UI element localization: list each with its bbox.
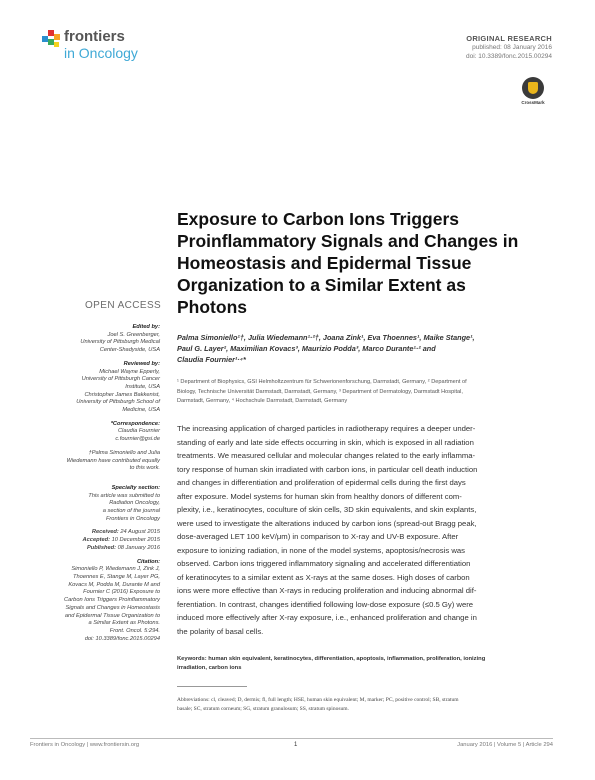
abstract-line: The increasing application of charged particles in radiotherapy requires a deeper under- <box>177 424 476 433</box>
reviewer-line: Michael Wayne Epperly, <box>99 368 160 375</box>
author-line: Palma Simoniello¹†, Julia Wiedemann¹·²†, Joana Zink¹, Eva Thoennes¹, Maike Stange¹, <box>177 333 475 342</box>
citation-line: Carbon Ions Triggers Proinflammatory <box>64 597 160 604</box>
editor-line: University of Pittsburgh Medical <box>80 339 160 346</box>
contribution-note: †Palma Simoniello and Julia <box>88 449 160 456</box>
affiliation-line: Biology, Technische Universität Darmstadt, Darmstadt, Germany, ³ Department of Dermatology, Darmstadt Hospital, <box>177 388 463 395</box>
logo-journal: in Oncology <box>64 45 138 61</box>
keywords-line: Keywords: human skin equivalent, keratinocytes, differentiation, apoptosis, inflammation, proliferation, ionizing <box>177 656 486 662</box>
reviewer-line: Medicine, USA <box>122 407 160 414</box>
editor-line: Joel S. Greenberger, <box>107 331 160 338</box>
specialty-heading: Specialty section: <box>111 484 160 491</box>
author-line: Paul G. Layer², Maximilian Kovacs³, Maurizio Podda³, Marco Durante¹·² and <box>177 344 436 353</box>
abstract-line: observed. Carbon ions triggered inflammatory signaling and accelerated differentiation <box>177 559 471 568</box>
contribution-note: Wiedemann have contributed equally <box>66 457 160 464</box>
citation-line: a Similar Extent as Photons. <box>88 620 160 627</box>
reviewer-line: Institute, USA <box>125 383 160 390</box>
citation-line: and Epidermal Tissue Organization to <box>64 612 160 619</box>
published-date-sidebar: Published: 08 January 2016 <box>86 544 160 551</box>
abstract-line: treatments. We measured cellular and molecular changes related to the early inflamma- <box>177 451 476 460</box>
correspondence-email[interactable]: c.fournier@gsi.de <box>115 436 160 443</box>
citation-heading: Citation: <box>136 558 160 565</box>
abstract-line: ferentiation. In contrast, changes identified following low-dose exposure (≤0.5 Gy) were <box>177 599 474 609</box>
crossmark-icon <box>522 77 544 99</box>
correspondence-name: Claudia Fournier <box>117 428 160 435</box>
article-title: Exposure to Carbon Ions Triggers Proinflammatory Signals and Changes in Homeostasis and Epidermal Tissue Organization to a Similar Extent as Photons <box>177 209 519 317</box>
abbreviations <box>177 696 542 714</box>
correspondence-heading: *Correspondence: <box>110 420 160 427</box>
footnote-divider <box>177 686 247 687</box>
editor-line: Center-Shadyside, USA <box>99 347 160 354</box>
frontiers-logo-icon <box>42 30 62 50</box>
footer-divider <box>30 738 553 739</box>
article-header <box>466 34 552 61</box>
abstract-line: of keratinocytes to a similar extent as X-rays at the same doses. High doses of carbon <box>177 572 470 582</box>
abstract-line: induced more effectively after X-ray exposure, i.e., enhanced proliferation and change in <box>177 613 477 622</box>
abstract-line: were used to investigate the alterations induced by carbon ions (spread-out Bragg peak, <box>177 518 477 528</box>
citation-line: Fournier C (2016) Exposure to <box>83 589 160 596</box>
crossmark-badge[interactable] <box>518 77 548 105</box>
abbreviations-line: Abbreviations: cl, cleaved; D, dermis; fl, full length; HSE, human skin equivalent; M, marker; PC, positive control; SB, stratum <box>177 697 459 703</box>
reviewer-line: University of Pittsburgh Cancer <box>81 376 160 383</box>
published-date: published: 08 January 2016 <box>472 44 552 51</box>
journal-logo <box>42 28 162 68</box>
citation-line: Signals and Changes in Homeostasis <box>65 604 160 611</box>
reviewer-line: Christopher James Bakkenist, <box>84 391 160 398</box>
open-access-label: OPEN ACCESS <box>85 300 162 311</box>
abstract <box>177 422 542 638</box>
article-type: ORIGINAL RESEARCH <box>466 34 552 43</box>
abstract-line: and changes in differentiation and proliferation of epidermal cells during the first days <box>177 478 466 487</box>
abstract-line: dose-averaged LET 100 keV/μm) in comparison to X-ray and UV-B exposure. After <box>177 532 459 541</box>
logo-brand: frontiers <box>64 28 125 45</box>
abstract-line: after exposure. Model systems for human skin from healthy donors of different com- <box>177 491 462 501</box>
author-list <box>177 332 537 365</box>
abstract-line: tory response of human skin irradiated with carbon ions, in particular cell death induction <box>177 464 478 474</box>
citation-line: Simoniello P, Wiedemann J, Zink J, <box>71 566 160 573</box>
abstract-line: standing of early and late side effects occurring in skin, which is exposed in all radiation <box>177 437 474 447</box>
page-number: 1 <box>294 742 298 748</box>
citation-line: Thoennes E, Stange M, Layer PG, <box>73 573 160 580</box>
affiliations <box>177 378 542 407</box>
article-sidebar <box>30 324 160 643</box>
specialty-line: a section of the journal <box>102 508 160 515</box>
received-date: Received: 24 August 2015 <box>91 529 160 536</box>
doi[interactable]: doi: 10.3389/fonc.2015.00294 <box>465 53 552 60</box>
affiliation-line: Darmstadt, Germany, ⁴ Hochschule Darmstadt, Darmstadt, Germany <box>177 398 348 404</box>
contribution-note: to this work. <box>129 465 160 472</box>
footer-journal[interactable]: Frontiers in Oncology | www.frontiersin.org <box>30 742 140 748</box>
specialty-line: Radiation Oncology, <box>109 500 160 507</box>
specialty-line: This article was submitted to <box>88 492 160 499</box>
specialty-line: Frontiers in Oncology <box>105 515 160 522</box>
abbreviations-line: basale; SC, stratum corneum; SG, stratum granulosum; SS, stratum spinosum. <box>177 706 349 712</box>
abstract-line: plexity, i.e., keratinocytes, coculture of skin cells, 3D skin equivalents, and skin explants, <box>177 505 477 514</box>
abstract-line: the polarity of basal cells. <box>177 626 264 636</box>
keywords <box>177 655 542 672</box>
keywords-line: irradiation, carbon ions <box>177 664 242 671</box>
citation-line: Front. Oncol. 5:294. <box>109 627 160 634</box>
abstract-line: exposure to ionizing radiation, in none of the model systems, apoptosis/necrosis was <box>177 545 466 555</box>
abstract-line: ions were more effective than X-rays in reducing proliferation and inducing abnormal dif- <box>177 586 477 595</box>
accepted-date: Accepted: 10 December 2015 <box>82 537 160 544</box>
citation-line: Kovacs M, Podda M, Durante M and <box>68 581 160 588</box>
crossmark-label: CrossMark <box>521 100 545 105</box>
edited-by-heading: Edited by: <box>132 324 160 330</box>
reviewer-line: University of Pittsburgh School of <box>76 399 160 406</box>
footer-issue: January 2016 | Volume 5 | Article 294 <box>457 742 553 748</box>
affiliation-line: ¹ Department of Biophysics, GSI Helmholtzzentrum für Schwerionenforschung, Darmstadt, Germany, ² Department of <box>177 379 467 385</box>
reviewed-by-heading: Reviewed by: <box>123 360 160 367</box>
author-line: Claudia Fournier¹·⁴* <box>177 355 246 364</box>
citation-line: doi: 10.3389/fonc.2015.00294 <box>84 635 160 642</box>
